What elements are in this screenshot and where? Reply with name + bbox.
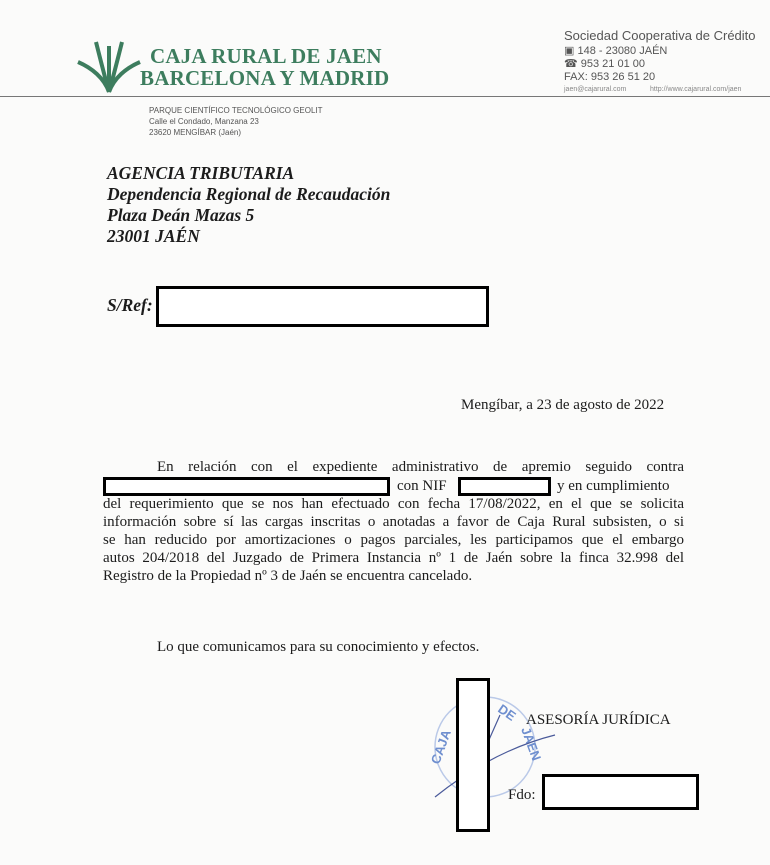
bank-name-line2: BARCELONA Y MADRID (140, 66, 390, 90)
department-label: ASESORÍA JURÍDICA (526, 712, 671, 728)
recipient-line4: 23001 JAÉN (107, 226, 200, 246)
wheat-logo-icon (74, 38, 144, 94)
phone-icon: ☎ (564, 58, 581, 70)
recipient-line1: AGENCIA TRIBUTARIA (107, 163, 295, 183)
address-line1: PARQUE CIENTÍFICO TECNOLÓGICO GEOLIT (149, 106, 323, 115)
website: http://www.cajarural.com/jaen (650, 86, 742, 93)
recipient-line2: Dependencia Regional de Recaudación (107, 184, 391, 204)
redacted-name (103, 477, 390, 496)
po-box (564, 45, 667, 57)
date-line: Mengíbar, a 23 de agosto de 2022 (461, 397, 665, 413)
phone-text: 953 21 01 00 (580, 58, 645, 70)
bank-name-line1: CAJA RURAL DE JAEN (150, 44, 382, 68)
phone (564, 58, 645, 70)
redacted-signature (456, 678, 490, 832)
po-box-icon: ▣ (564, 45, 578, 57)
body-line2b: y en cumplimiento (557, 478, 670, 494)
svg-text:JAEN: JAEN (518, 724, 545, 763)
body-line6: autos 204/2018 del Juzgado de Primera Instancia nº 1 de Jaén sobre la finca 32.998 del (103, 550, 684, 566)
header-divider (0, 96, 770, 97)
body-line4: información sobre sí las cargas inscritas o anotadas a favor de Caja Rural subsisten, o si (103, 514, 684, 530)
redacted-nif (458, 477, 551, 496)
reference-label: S/Ref: (107, 295, 153, 315)
recipient-line3: Plaza Deán Mazas 5 (107, 205, 255, 225)
po-box-text: 148 - 23080 JAÉN (577, 45, 668, 57)
svg-text:CAJA: CAJA (427, 727, 454, 767)
redacted-signatory-name (542, 774, 699, 810)
body-line1: En relación con el expediente administrativo de apremio seguido contra (157, 459, 684, 475)
email: jaen@cajarural.com (564, 86, 627, 93)
fax: FAX: 953 26 51 20 (564, 71, 656, 83)
body-line5: se han reducido por amortizaciones o pagos parciales, les participamos que el embargo (103, 532, 684, 548)
closing-line: Lo que comunicamos para su conocimiento y efectos. (157, 639, 480, 655)
body-line3: del requerimiento que se nos han efectuado con fecha 17/08/2022, en el que se solicita (103, 496, 684, 512)
redacted-reference (156, 286, 489, 327)
address-line3: 23620 MENGÍBAR (Jaén) (149, 128, 242, 137)
cooperative-label: Sociedad Cooperativa de Crédito (564, 28, 756, 43)
body-line7: Registro de la Propiedad nº 3 de Jaén se encuentra cancelado. (103, 568, 473, 584)
svg-text:DE: DE (495, 701, 519, 724)
body-line2a: con NIF (397, 478, 447, 494)
address-line2: Calle el Condado, Manzana 23 (149, 117, 259, 126)
signed-label: Fdo: (508, 787, 536, 803)
